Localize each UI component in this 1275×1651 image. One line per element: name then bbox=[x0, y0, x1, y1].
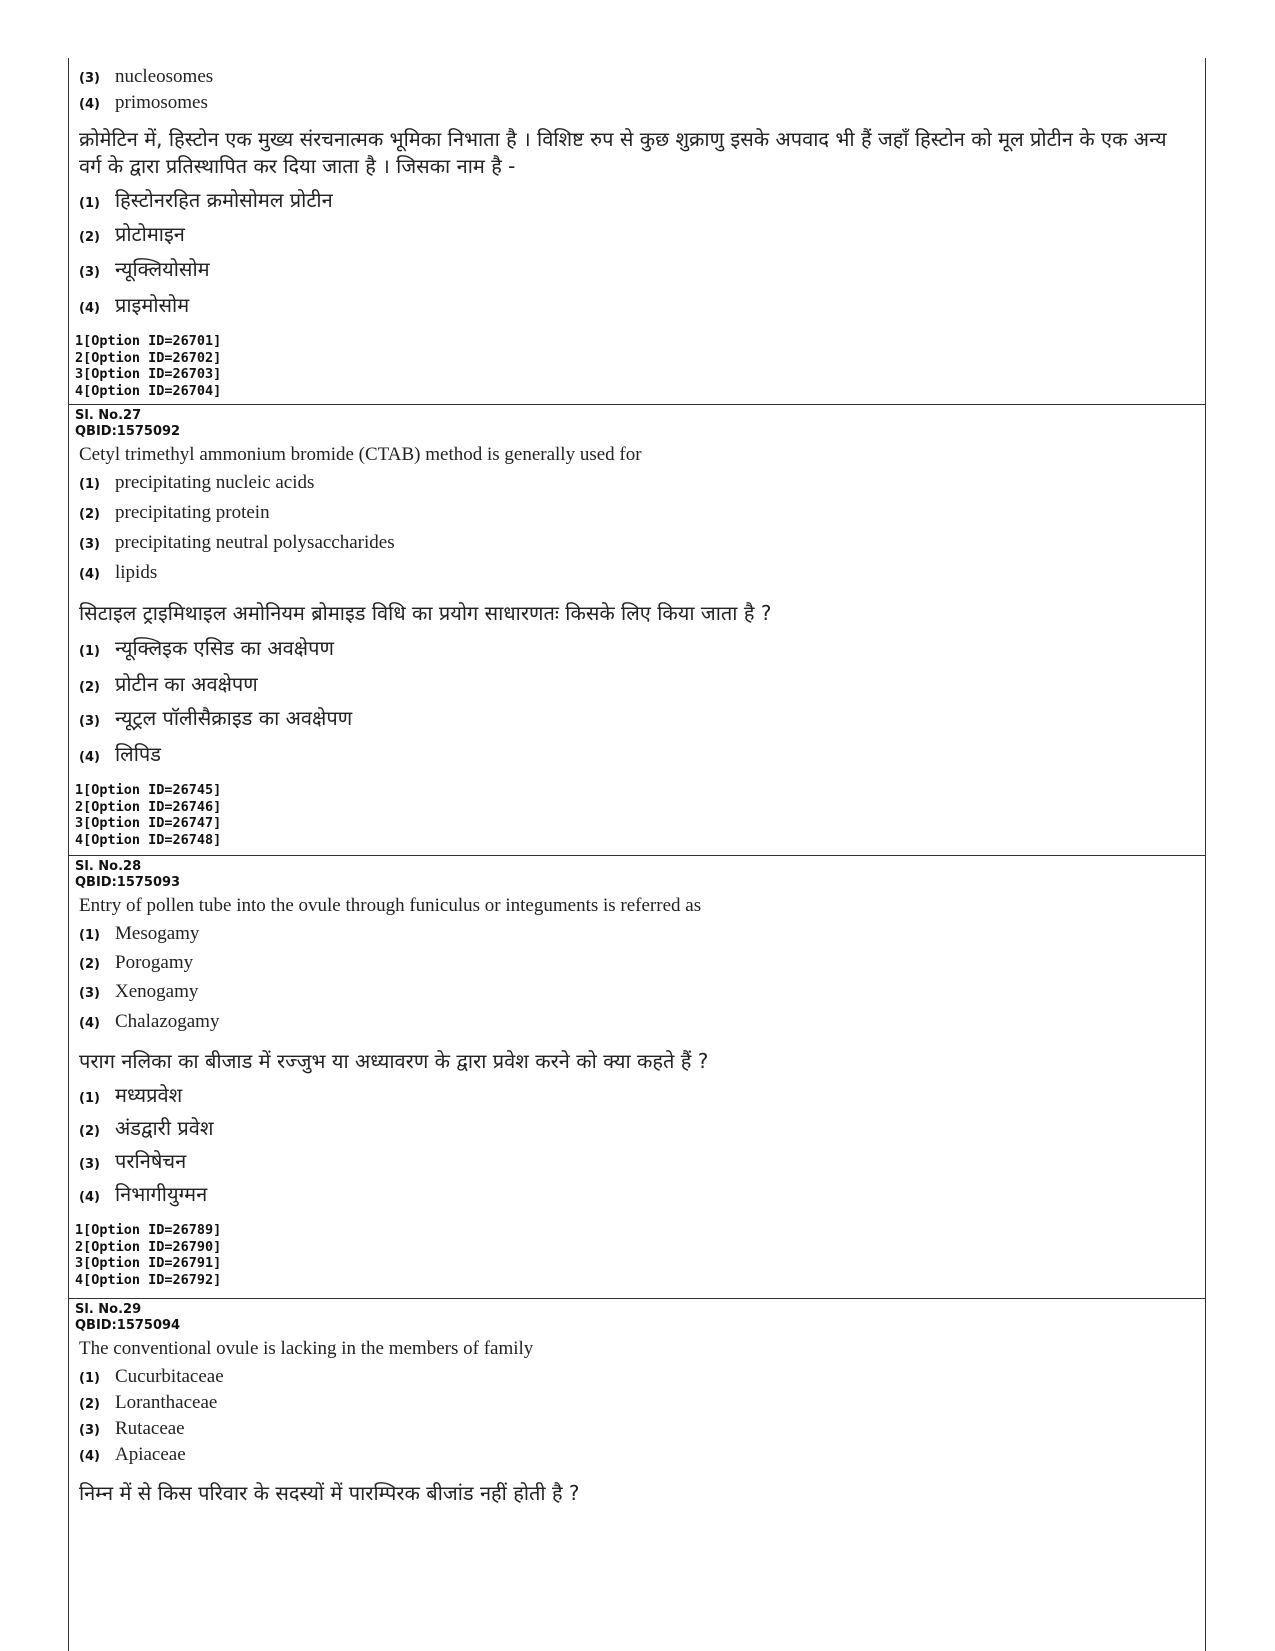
question-stem-hindi: सिटाइल ट्राइमिथाइल अमोनियम ब्रोमाइड विधि का प्रयोग साधारणतः किसके लिए किया जाता है ? bbox=[79, 601, 772, 625]
question-27 bbox=[69, 408, 1205, 848]
option-en-1: (1) Cucurbitaceae bbox=[79, 1366, 224, 1387]
question-stem-english: The conventional ovule is lacking in the members of family bbox=[79, 1338, 534, 1359]
question-26-continued bbox=[69, 66, 1205, 399]
question-stem-hindi: निम्न में से किस परिवार के सदस्यों में पारम्पिरक बीजांड नहीं होती है ? bbox=[79, 1481, 580, 1505]
question-separator bbox=[69, 1298, 1205, 1299]
option-hi-4: (4) निभागीयुग्मन bbox=[79, 1182, 208, 1206]
option-en-3: (3) Rutaceae bbox=[79, 1418, 185, 1439]
option-ids: 1[Option ID=26701] 2[Option ID=26702] 3[Option ID=26703] 4[Option ID=26704] bbox=[75, 333, 222, 399]
option-hi-1: (1) न्यूक्लिइक एसिड का अवक्षेपण bbox=[79, 636, 334, 660]
option-hi-3: (3) न्यूक्लियोसोम bbox=[79, 257, 210, 281]
option-hi-4: (4) प्राइमोसोम bbox=[79, 293, 190, 317]
question-28 bbox=[69, 859, 1205, 1288]
option-en-3: (3) nucleosomes bbox=[79, 66, 214, 87]
option-hi-3: (3) परनिषेचन bbox=[79, 1149, 187, 1173]
question-stem-english: Cetyl trimethyl ammonium bromide (CTAB) method is generally used for bbox=[79, 444, 642, 465]
option-hi-2: (2) प्रोटोमाइन bbox=[79, 222, 185, 246]
option-ids: 1[Option ID=26745] 2[Option ID=26746] 3[Option ID=26747] 4[Option ID=26748] bbox=[75, 782, 222, 848]
option-en-4: (4) Apiaceae bbox=[79, 1444, 186, 1465]
option-hi-4: (4) लिपिड bbox=[79, 742, 161, 766]
option-hi-3: (3) न्यूट्रल पॉलीसैक्राइड का अवक्षेपण bbox=[79, 706, 353, 730]
serial-number: Sl. No.29 bbox=[75, 1302, 142, 1317]
option-en-4: (4) primosomes bbox=[79, 92, 208, 113]
question-stem-hindi: क्रोमेटिन में, हिस्टोन एक मुख्य संरचनात्मक भूमिका निभाता है । विशिष्ट रुप से कुछ शुक्राणु इसके अपवाद भी हैं जहाँ हिस्टोन को मूल प्रोटीन के एक अन्य वर्ग के द्वारा प्रतिस्थापित कर दिया जाता है । जिसका नाम है - bbox=[79, 127, 1167, 178]
option-en-2: (2) precipitating protein bbox=[79, 502, 270, 523]
question-29 bbox=[69, 1302, 1205, 1512]
question-separator bbox=[69, 404, 1205, 405]
option-en-4: (4) Chalazogamy bbox=[79, 1011, 220, 1032]
question-paper-frame bbox=[68, 58, 1206, 1651]
option-en-4: (4) lipids bbox=[79, 562, 158, 583]
serial-number: Sl. No.28 bbox=[75, 859, 142, 874]
option-hi-1: (1) हिस्टोनरहित क्रमोसोमल प्रोटीन bbox=[79, 188, 333, 212]
qbid: QBID:1575094 bbox=[75, 1318, 181, 1333]
option-hi-1: (1) मध्यप्रवेश bbox=[79, 1083, 183, 1107]
option-en-2: (2) Loranthaceae bbox=[79, 1392, 218, 1413]
option-en-3: (3) Xenogamy bbox=[79, 981, 199, 1002]
qbid: QBID:1575092 bbox=[75, 424, 181, 439]
serial-number: Sl. No.27 bbox=[75, 408, 142, 423]
option-en-2: (2) Porogamy bbox=[79, 952, 194, 973]
question-separator bbox=[69, 855, 1205, 856]
option-en-3: (3) precipitating neutral polysaccharides bbox=[79, 532, 395, 553]
question-stem-hindi: पराग नलिका का बीजाड में रज्जुभ या अध्यावरण के द्वारा प्रवेश करने को क्या कहते हैं ? bbox=[79, 1049, 709, 1073]
qbid: QBID:1575093 bbox=[75, 875, 181, 890]
option-ids: 1[Option ID=26789] 2[Option ID=26790] 3[Option ID=26791] 4[Option ID=26792] bbox=[75, 1222, 222, 1288]
option-en-1: (1) precipitating nucleic acids bbox=[79, 472, 315, 493]
option-hi-2: (2) अंडद्वारी प्रवेश bbox=[79, 1116, 214, 1140]
option-hi-2: (2) प्रोटीन का अवक्षेपण bbox=[79, 672, 258, 696]
question-stem-english: Entry of pollen tube into the ovule through funiculus or integuments is referred as bbox=[79, 895, 702, 916]
option-en-1: (1) Mesogamy bbox=[79, 923, 200, 944]
